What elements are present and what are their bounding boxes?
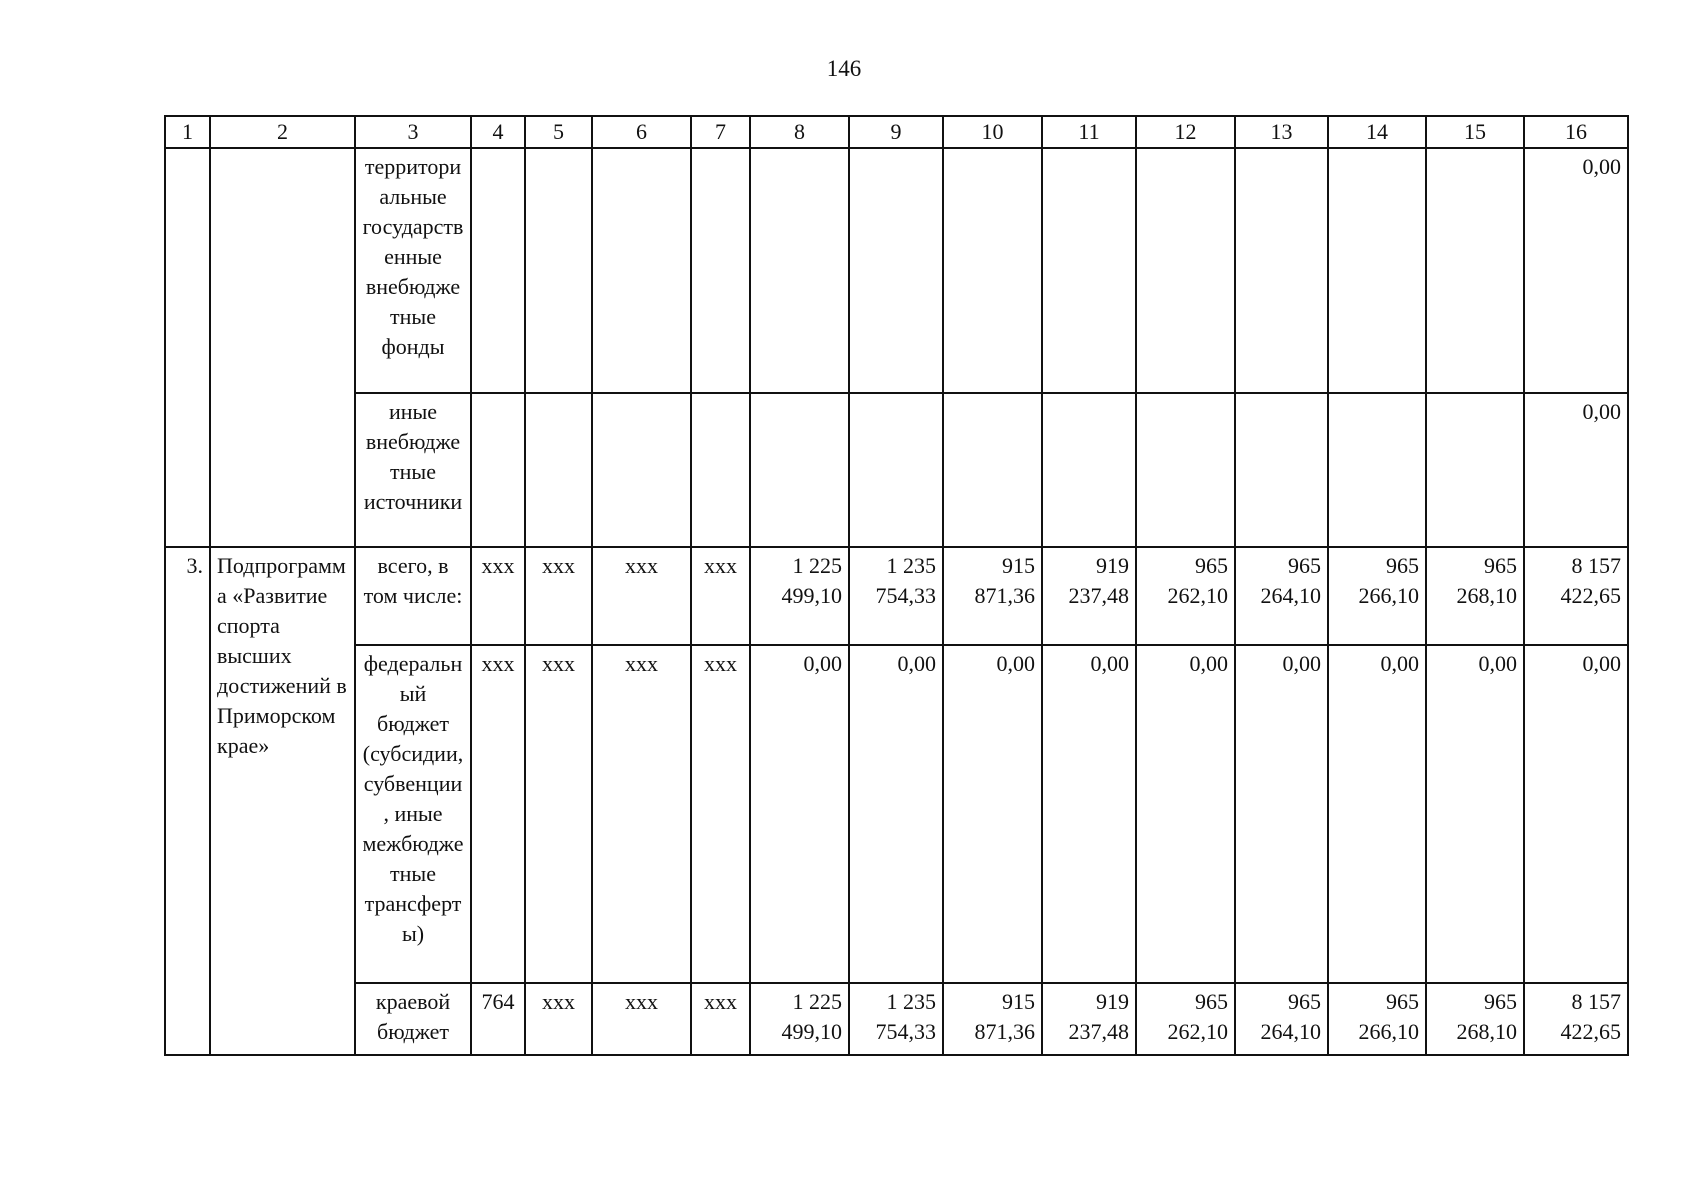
amount-cell: 965 268,10	[1426, 547, 1524, 645]
funding-source-cell: территориальные государственные внебюджетные фонды	[355, 148, 471, 393]
code-cell: xxx	[525, 983, 592, 1055]
code-cell: xxx	[691, 547, 750, 645]
header-cell: 1	[165, 116, 210, 148]
amount-cell: 0,00	[1328, 645, 1426, 983]
header-cell: 14	[1328, 116, 1426, 148]
empty-cell	[1426, 393, 1524, 547]
table-row	[165, 148, 1628, 393]
code-cell: xxx	[592, 983, 691, 1055]
empty-cell	[525, 393, 592, 547]
header-row	[165, 116, 1628, 148]
page-number: 146	[826, 56, 862, 81]
total-cell: 0,00	[1524, 393, 1628, 547]
header-cell: 2	[210, 116, 355, 148]
total-cell: 0,00	[1524, 645, 1628, 983]
empty-cell	[943, 393, 1042, 547]
header-cell: 11	[1042, 116, 1136, 148]
code-cell: xxx	[592, 645, 691, 983]
amount-cell: 0,00	[849, 645, 943, 983]
empty-cell	[849, 393, 943, 547]
table-row	[165, 393, 1628, 547]
empty-cell	[691, 148, 750, 393]
amount-cell: 0,00	[943, 645, 1042, 983]
amount-cell: 1 225 499,10	[750, 983, 849, 1055]
amount-cell: 919 237,48	[1042, 547, 1136, 645]
empty-cell	[592, 148, 691, 393]
empty-cell	[1426, 148, 1524, 393]
empty-cell	[592, 393, 691, 547]
header-cell: 15	[1426, 116, 1524, 148]
amount-cell: 1 235 754,33	[849, 547, 943, 645]
empty-cell	[525, 148, 592, 393]
empty-cell	[165, 148, 210, 547]
table-row	[165, 983, 1628, 1055]
amount-cell: 965 266,10	[1328, 983, 1426, 1055]
funding-source-cell: федеральный бюджет (субсидии, субвенции, иные межбюджетные трансферты)	[355, 645, 471, 983]
amount-cell: 0,00	[1136, 645, 1235, 983]
funding-source-cell: иные внебюджетные источники	[355, 393, 471, 547]
total-cell: 0,00	[1524, 148, 1628, 393]
header-cell: 13	[1235, 116, 1328, 148]
header-cell: 3	[355, 116, 471, 148]
empty-cell	[750, 393, 849, 547]
total-cell: 8 157 422,65	[1524, 547, 1628, 645]
table-row	[165, 547, 1628, 645]
budget-table	[164, 115, 1629, 1056]
code-cell: xxx	[691, 983, 750, 1055]
amount-cell: 915 871,36	[943, 983, 1042, 1055]
amount-cell: 965 264,10	[1235, 547, 1328, 645]
empty-cell	[471, 148, 525, 393]
empty-cell	[1042, 148, 1136, 393]
code-cell: 764	[471, 983, 525, 1055]
empty-cell	[1235, 148, 1328, 393]
empty-cell	[691, 393, 750, 547]
amount-cell: 1 225 499,10	[750, 547, 849, 645]
empty-cell	[750, 148, 849, 393]
code-cell: xxx	[691, 645, 750, 983]
code-cell: xxx	[471, 547, 525, 645]
item-index: 3.	[165, 547, 210, 1055]
header-cell: 6	[592, 116, 691, 148]
amount-cell: 915 871,36	[943, 547, 1042, 645]
total-cell: 8 157 422,65	[1524, 983, 1628, 1055]
funding-source-cell: всего, в том числе:	[355, 547, 471, 645]
funding-source-cell: краевой бюджет	[355, 983, 471, 1055]
header-cell: 7	[691, 116, 750, 148]
empty-cell	[210, 148, 355, 547]
code-cell: xxx	[592, 547, 691, 645]
amount-cell: 0,00	[1042, 645, 1136, 983]
amount-cell: 0,00	[1426, 645, 1524, 983]
code-cell: xxx	[471, 645, 525, 983]
empty-cell	[1328, 393, 1426, 547]
empty-cell	[1042, 393, 1136, 547]
table-row	[165, 645, 1628, 983]
empty-cell	[1136, 393, 1235, 547]
header-cell: 5	[525, 116, 592, 148]
amount-cell: 0,00	[750, 645, 849, 983]
header-cell: 10	[943, 116, 1042, 148]
header-cell: 16	[1524, 116, 1628, 148]
empty-cell	[1328, 148, 1426, 393]
empty-cell	[849, 148, 943, 393]
subprogram-name: Подпрограмма «Развитие спорта высших достижений в Приморском крае»	[210, 547, 355, 1055]
header-cell: 4	[471, 116, 525, 148]
amount-cell: 965 266,10	[1328, 547, 1426, 645]
header-cell: 8	[750, 116, 849, 148]
empty-cell	[1136, 148, 1235, 393]
code-cell: xxx	[525, 547, 592, 645]
amount-cell: 965 262,10	[1136, 547, 1235, 645]
header-cell: 9	[849, 116, 943, 148]
header-cell: 12	[1136, 116, 1235, 148]
amount-cell: 965 262,10	[1136, 983, 1235, 1055]
amount-cell: 965 268,10	[1426, 983, 1524, 1055]
amount-cell: 965 264,10	[1235, 983, 1328, 1055]
code-cell: xxx	[525, 645, 592, 983]
empty-cell	[471, 393, 525, 547]
amount-cell: 919 237,48	[1042, 983, 1136, 1055]
amount-cell: 1 235 754,33	[849, 983, 943, 1055]
empty-cell	[943, 148, 1042, 393]
amount-cell: 0,00	[1235, 645, 1328, 983]
empty-cell	[1235, 393, 1328, 547]
